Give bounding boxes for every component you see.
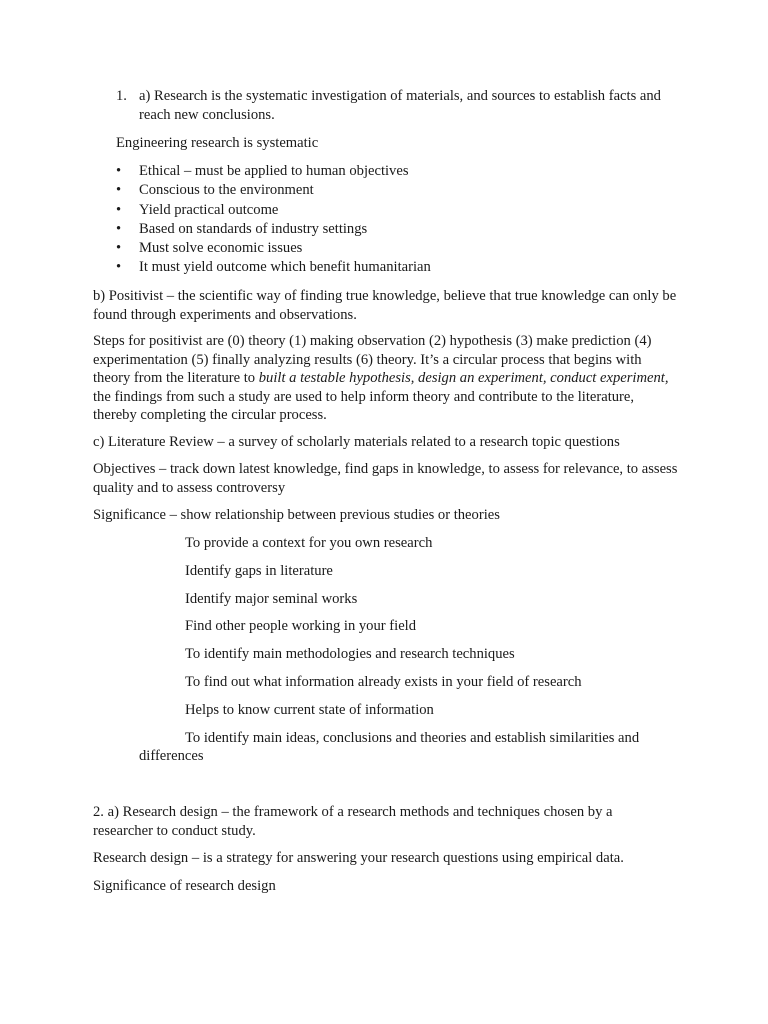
list-item xyxy=(116,239,676,258)
list-item: Find other people working in your field xyxy=(185,618,417,635)
item-number: 1. xyxy=(116,88,127,104)
bullet-icon: • xyxy=(116,240,122,257)
bullet-icon: • xyxy=(116,220,122,237)
list-item xyxy=(116,162,676,181)
list-item: Helps to know current state of information xyxy=(185,701,434,718)
list-item xyxy=(116,201,676,220)
list-item-text: It must yield outcome which benefit humanitarian xyxy=(139,259,431,276)
research-definition: a) Research is the systematic investigation of materials, and sources to establish facts and reach new conclusions. xyxy=(139,88,661,123)
numbered-item-1a xyxy=(116,87,676,124)
significance-list xyxy=(185,534,675,756)
bullet-icon: • xyxy=(116,259,122,276)
list-item xyxy=(116,258,676,277)
steps-text-end: the findings from such a study are used to help inform theory and contribute to the literature, thereby completing the circular process. xyxy=(93,388,635,424)
list-item-text: Yield practical outcome xyxy=(139,201,279,218)
list-item-continuation: differences xyxy=(139,748,204,764)
list-item: To identify main ideas, conclusions and theories and establish similarities and xyxy=(185,729,640,746)
bullet-icon: • xyxy=(116,163,122,179)
steps-text-italic: built a testable hypothesis, design an experiment, conduct experiment, xyxy=(258,370,669,387)
list-item: To find out what information already exists in your field of research xyxy=(185,673,582,690)
objectives-paragraph: Objectives – track down latest knowledge, find gaps in knowledge, to assess for relevance, to assess quality and to assess controversy xyxy=(93,461,678,496)
list-item: Identify gaps in literature xyxy=(185,562,333,579)
bullet-icon: • xyxy=(116,201,122,218)
bullet-icon: • xyxy=(116,182,122,199)
significance-paragraph: Significance – show relationship between previous studies or theories xyxy=(93,507,500,523)
research-design-paragraph: 2. a) Research design – the framework of a research methods and techniques chosen by a researcher to conduct study. xyxy=(93,804,613,839)
positivist-paragraph: b) Positivist – the scientific way of finding true knowledge, believe that true knowledge can only be found through experiments and observations. xyxy=(93,288,677,323)
significance-heading: Significance of research design xyxy=(93,878,276,894)
list-item-text: Based on standards of industry settings xyxy=(139,220,368,237)
list-item: To provide a context for you own research xyxy=(185,535,433,551)
list-item xyxy=(116,220,676,239)
steps-text-start: Steps for positivist are (0) theory (1) making observation (2) hypothesis (3) make prediction (4) experimentation (5) finally analyzing results (6) theory. It’s a circular process that begins with theory from the literature to xyxy=(93,333,652,387)
positivist-steps-paragraph xyxy=(93,332,678,425)
list-item-text: Must solve economic issues xyxy=(139,240,303,257)
list-item: To identify main methodologies and research techniques xyxy=(185,646,515,663)
list-item xyxy=(116,181,676,200)
research-design-strategy: Research design – is a strategy for answering your research questions using empirical data. xyxy=(93,850,624,866)
engineering-research-heading: Engineering research is systematic xyxy=(116,135,319,151)
list-item-text: Conscious to the environment xyxy=(139,182,314,199)
list-item: Identify major seminal works xyxy=(185,590,358,607)
list-item-text: Ethical – must be applied to human objectives xyxy=(139,163,409,179)
engineering-bullet-list xyxy=(116,162,676,278)
literature-review-paragraph: c) Literature Review – a survey of scholarly materials related to a research topic questions xyxy=(93,434,620,450)
